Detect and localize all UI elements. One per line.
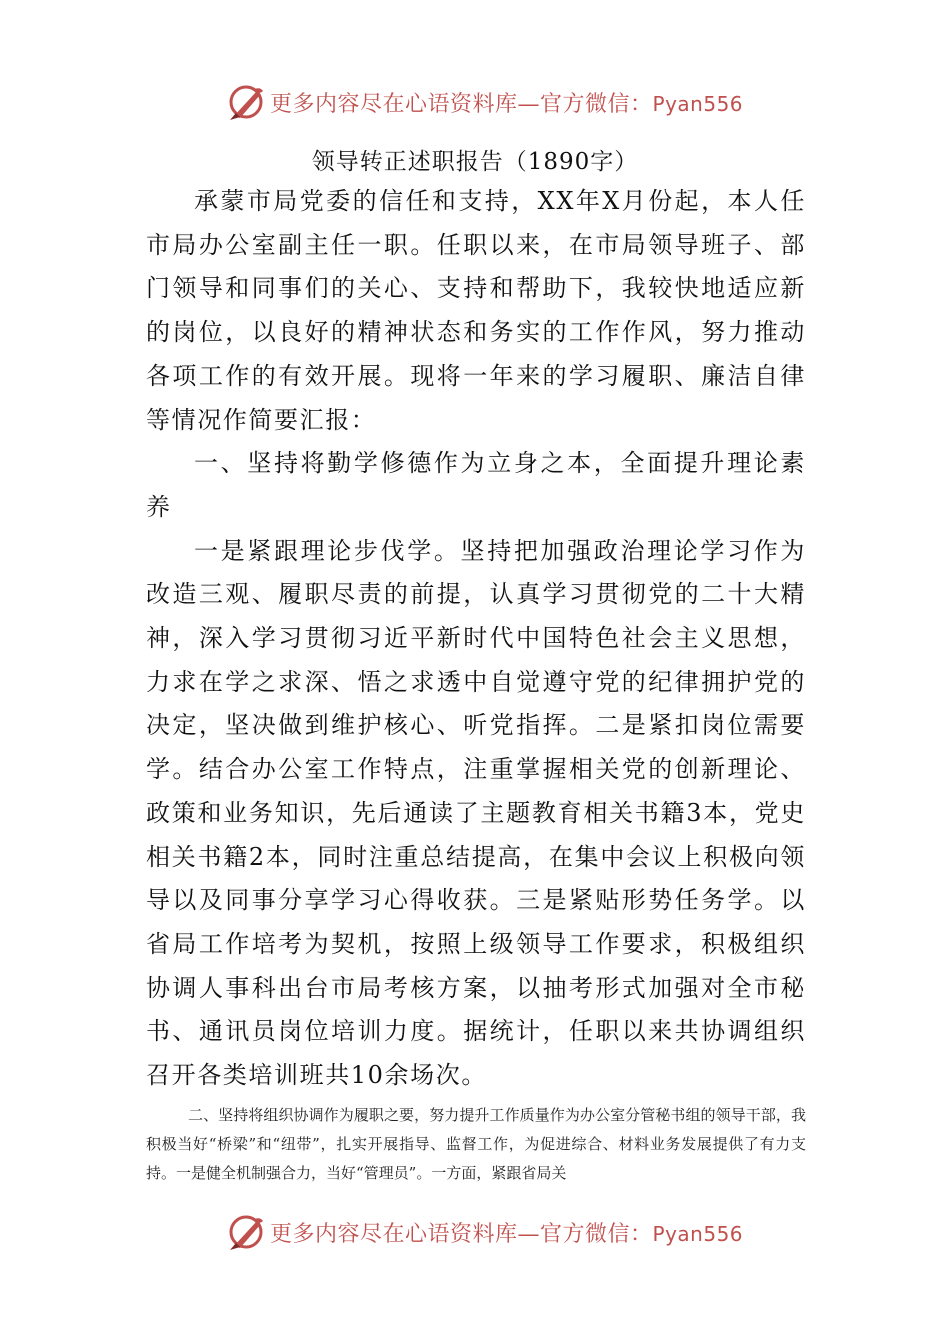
banner-text-cn: 更多内容尽在心语资料库—官方微信： xyxy=(270,91,653,117)
document-body-small xyxy=(146,1101,806,1188)
pen-logo-icon xyxy=(226,1212,266,1252)
banner-text xyxy=(270,87,743,118)
paragraph-section-2: 二、坚持将组织协调作为履职之要，努力提升工作质量作为办公室分管秘书组的领导干部，我积极当好“桥梁”和“纽带”，扎实开展指导、监督工作，为促进综合、材料业务发展提供了有力支持。一是健全机制强合力，当好“管理员”。一方面，紧跟省局关 xyxy=(146,1106,806,1182)
banner-wechat-id: Pyan556 xyxy=(652,91,744,116)
document-body xyxy=(146,180,806,1098)
section-heading-1: 一、坚持将勤学修德作为立身之本，全面提升理论素养 xyxy=(146,449,806,521)
paragraph-intro: 承蒙市局党委的信任和支持，XX年X月份起，本人任市局办公室副主任一职。任职以来，在市局领导班子、部门领导和同事们的关心、支持和帮助下，我较快地适应新的岗位，以良好的精神状态和务实的工作作风，努力推动各项工作的有效开展。现将一年来的学习履职、廉洁自律等情况作简要汇报： xyxy=(146,187,806,434)
pen-logo-icon xyxy=(226,82,266,122)
header-banner[interactable] xyxy=(226,82,746,122)
document-title: 领导转正述职报告（1890字） xyxy=(311,149,639,175)
banner-text xyxy=(270,1217,743,1248)
paragraph-section-1: 一是紧跟理论步伐学。坚持把加强政治理论学习作为改造三观、履职尽责的前提，认真学习贯彻党的二十大精神，深入学习贯彻习近平新时代中国特色社会主义思想，力求在学之求深、悟之求透中自觉遵守党的纪律拥护党的决定，坚决做到维护核心、听党指挥。二是紧扣岗位需要学。结合办公室工作特点，注重掌握相关党的创新理论、政策和业务知识，先后通读了主题教育相关书籍3本，党史相关书籍2本，同时注重总结提高，在集中会议上积极向领导以及同事分享学习心得收获。三是紧贴形势任务学。以省局工作培考为契机，按照上级领导工作要求，积极组织协调人事科出台市局考核方案，以抽考形式加强对全市秘书、通讯员岗位培训力度。据统计，任职以来共协调组织召开各类培训班共10余场次。 xyxy=(146,536,806,1090)
banner-wechat-id: Pyan556 xyxy=(652,1221,744,1246)
banner-text-cn: 更多内容尽在心语资料库—官方微信： xyxy=(270,1221,653,1247)
footer-banner[interactable] xyxy=(226,1212,746,1252)
